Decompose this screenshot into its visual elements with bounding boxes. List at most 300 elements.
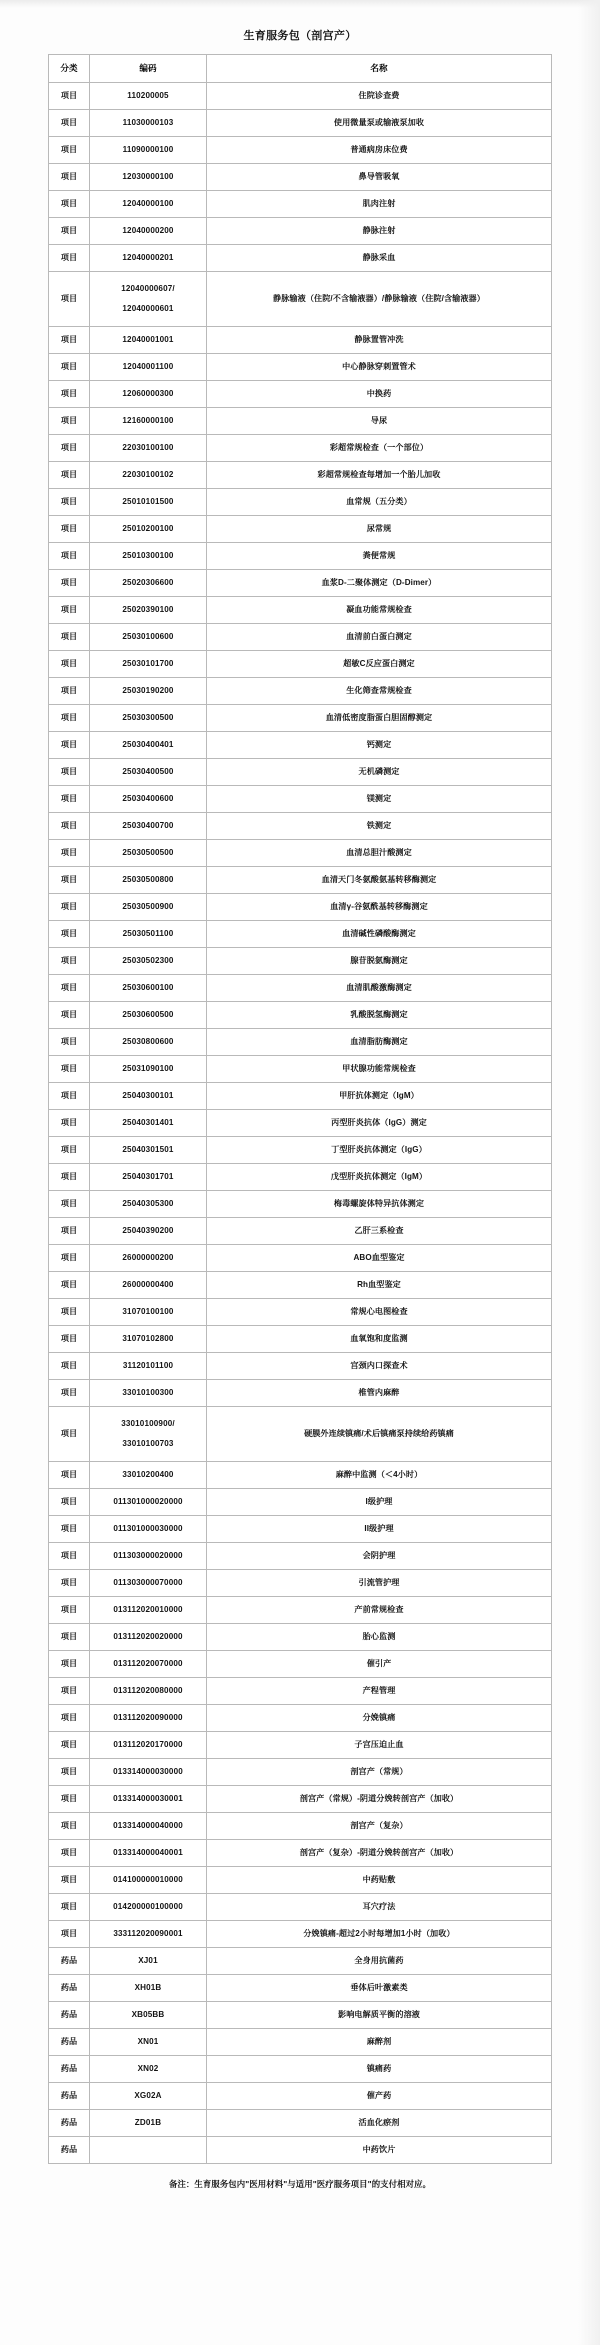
cell-code: 33010200400: [90, 1462, 207, 1489]
cell-category: 项目: [49, 1029, 90, 1056]
cell-code: ZD01B: [90, 2110, 207, 2137]
cell-name: 中药贴敷: [207, 1867, 552, 1894]
cell-code: 25031090100: [90, 1056, 207, 1083]
table-row: [49, 1462, 552, 1489]
cell-name: 丙型肝炎抗体（IgG）测定: [207, 1110, 552, 1137]
cell-code: 25030500900: [90, 894, 207, 921]
cell-name: 引流管护理: [207, 1570, 552, 1597]
table-row: [49, 1029, 552, 1056]
cell-code: 25030500800: [90, 867, 207, 894]
birth-service-package-table: [48, 54, 552, 2164]
cell-code: 25040301501: [90, 1137, 207, 1164]
cell-category: 项目: [49, 1462, 90, 1489]
table-row: [49, 624, 552, 651]
cell-name: 影响电解质平衡的溶液: [207, 2002, 552, 2029]
cell-code-line: 12040000601: [122, 304, 174, 313]
cell-name: 催产药: [207, 2083, 552, 2110]
cell-category: 项目: [49, 1245, 90, 1272]
cell-code-line: 33010100703: [122, 1439, 174, 1448]
table-row: [49, 1651, 552, 1678]
cell-code: 013314000040000: [90, 1813, 207, 1840]
table-row: [49, 245, 552, 272]
table-row: [49, 948, 552, 975]
cell-code: 013314000040001: [90, 1840, 207, 1867]
cell-category: 项目: [49, 83, 90, 110]
cell-name: 剖宫产（常规）-阴道分娩转剖宫产（加收）: [207, 1786, 552, 1813]
table-row: [49, 975, 552, 1002]
table-row: [49, 218, 552, 245]
cell-name: 麻醉中监测（＜4小时）: [207, 1462, 552, 1489]
cell-category: 项目: [49, 1110, 90, 1137]
table-row: [49, 1110, 552, 1137]
cell-name: 麻醉剂: [207, 2029, 552, 2056]
cell-name: 中药饮片: [207, 2137, 552, 2164]
cell-category: 项目: [49, 164, 90, 191]
cell-category: 项目: [49, 1624, 90, 1651]
cell-name: 静脉置管冲洗: [207, 327, 552, 354]
cell-category: 项目: [49, 354, 90, 381]
cell-name: 甲状腺功能常规检查: [207, 1056, 552, 1083]
table-row: [49, 1759, 552, 1786]
cell-name: 粪便常规: [207, 543, 552, 570]
table-row: [49, 1705, 552, 1732]
cell-code: 014100000010000: [90, 1867, 207, 1894]
cell-name: 血清碱性磷酸酶测定: [207, 921, 552, 948]
cell-category: 项目: [49, 813, 90, 840]
cell-code: 013112020010000: [90, 1597, 207, 1624]
cell-name: Rh血型鉴定: [207, 1272, 552, 1299]
cell-category: 项目: [49, 1786, 90, 1813]
cell-name: 血清总胆汁酸测定: [207, 840, 552, 867]
cell-category: 项目: [49, 624, 90, 651]
cell-code: 25040301701: [90, 1164, 207, 1191]
cell-name: 无机磷测定: [207, 759, 552, 786]
cell-name: 静脉输液（住院/不含输液器）/静脉输液（住院/含输液器）: [207, 272, 552, 327]
cell-category: 项目: [49, 1299, 90, 1326]
table-row: [49, 1975, 552, 2002]
table-row: [49, 867, 552, 894]
cell-name: 分娩镇痛-超过2小时每增加1小时（加收）: [207, 1921, 552, 1948]
table-row: [49, 1894, 552, 1921]
table-row: [49, 759, 552, 786]
table-row: [49, 1353, 552, 1380]
cell-code: 33010100300: [90, 1380, 207, 1407]
table-row: [49, 1272, 552, 1299]
table-row: [49, 840, 552, 867]
cell-code: 25030600500: [90, 1002, 207, 1029]
cell-code: 013112020090000: [90, 1705, 207, 1732]
cell-name: 丁型肝炎抗体测定（IgG）: [207, 1137, 552, 1164]
cell-category: 项目: [49, 678, 90, 705]
cell-category: 项目: [49, 110, 90, 137]
cell-category: 药品: [49, 2056, 90, 2083]
cell-name: 胎心监测: [207, 1624, 552, 1651]
cell-code: 12030000100: [90, 164, 207, 191]
cell-category: 药品: [49, 2083, 90, 2110]
table-row: [49, 327, 552, 354]
table-row: [49, 1056, 552, 1083]
cell-code: 011303000020000: [90, 1543, 207, 1570]
cell-code: 25030190200: [90, 678, 207, 705]
cell-code-line: 12040000607/: [121, 284, 175, 294]
table-row: [49, 2056, 552, 2083]
cell-name: 会阴护理: [207, 1543, 552, 1570]
cell-code: 25010101500: [90, 489, 207, 516]
cell-name: 镁测定: [207, 786, 552, 813]
cell-code: 25030300500: [90, 705, 207, 732]
column-header-name: 名称: [207, 55, 552, 83]
table-row: [49, 2083, 552, 2110]
cell-code: XB05BB: [90, 2002, 207, 2029]
cell-code: 12040000200: [90, 218, 207, 245]
cell-name: 分娩镇痛: [207, 1705, 552, 1732]
table-row: [49, 1083, 552, 1110]
cell-code: 011301000030000: [90, 1516, 207, 1543]
table-row: [49, 894, 552, 921]
cell-category: 项目: [49, 705, 90, 732]
table-body: [49, 83, 552, 2164]
cell-name: 钙测定: [207, 732, 552, 759]
cell-code: 25040301401: [90, 1110, 207, 1137]
cell-code: 25030600100: [90, 975, 207, 1002]
cell-category: 项目: [49, 218, 90, 245]
cell-code: 25040300101: [90, 1083, 207, 1110]
cell-name: 镇痛药: [207, 2056, 552, 2083]
cell-name: 凝血功能常规检查: [207, 597, 552, 624]
cell-name: 使用微量泵或输液泵加收: [207, 110, 552, 137]
cell-name: 椎管内麻醉: [207, 1380, 552, 1407]
table-row: [49, 651, 552, 678]
cell-code: [90, 1407, 207, 1462]
cell-name: 梅毒螺旋体特异抗体测定: [207, 1191, 552, 1218]
cell-code: 25010200100: [90, 516, 207, 543]
cell-code: 25030500500: [90, 840, 207, 867]
cell-name: 血氧饱和度监测: [207, 1326, 552, 1353]
cell-name: 彩超常规检查每增加一个胎儿加收: [207, 462, 552, 489]
table-row: [49, 705, 552, 732]
cell-category: 项目: [49, 1407, 90, 1462]
cell-category: 项目: [49, 1813, 90, 1840]
cell-category: 项目: [49, 894, 90, 921]
cell-category: 项目: [49, 1732, 90, 1759]
column-header-category: 分类: [49, 55, 90, 83]
cell-category: 项目: [49, 1056, 90, 1083]
table-row: [49, 137, 552, 164]
table-row: [49, 516, 552, 543]
cell-code: 25030400401: [90, 732, 207, 759]
cell-category: 项目: [49, 1867, 90, 1894]
cell-name: 彩超常规检查（一个部位）: [207, 435, 552, 462]
cell-category: 项目: [49, 759, 90, 786]
table-row: [49, 1164, 552, 1191]
cell-name: 腺苷脱氨酶测定: [207, 948, 552, 975]
cell-category: 项目: [49, 516, 90, 543]
table-row: [49, 732, 552, 759]
cell-name: 剖宫产（复杂）: [207, 1813, 552, 1840]
cell-name: 活血化瘀剂: [207, 2110, 552, 2137]
cell-name: 全身用抗菌药: [207, 1948, 552, 1975]
cell-name: 戊型肝炎抗体测定（IgM）: [207, 1164, 552, 1191]
cell-code: 12040001001: [90, 327, 207, 354]
page-title: 生育服务包（剖宫产）: [243, 30, 357, 42]
cell-name: 乳酸脱氢酶测定: [207, 1002, 552, 1029]
cell-name: 产前常规检查: [207, 1597, 552, 1624]
cell-code: 11030000103: [90, 110, 207, 137]
cell-category: 项目: [49, 1678, 90, 1705]
cell-category: 项目: [49, 786, 90, 813]
cell-name: 甲肝抗体测定（IgM）: [207, 1083, 552, 1110]
cell-category: 项目: [49, 1489, 90, 1516]
cell-name: 血清天门冬氨酸氨基转移酶测定: [207, 867, 552, 894]
cell-category: 项目: [49, 1705, 90, 1732]
cell-category: 项目: [49, 272, 90, 327]
column-header-code: 编码: [90, 55, 207, 83]
table-row: [49, 381, 552, 408]
table-row: [49, 543, 552, 570]
cell-name: 生化筛查常规检查: [207, 678, 552, 705]
table-row: [49, 191, 552, 218]
cell-name: 导尿: [207, 408, 552, 435]
cell-category: 项目: [49, 191, 90, 218]
table-row: [49, 489, 552, 516]
cell-category: 项目: [49, 1272, 90, 1299]
cell-category: 项目: [49, 732, 90, 759]
cell-category: 项目: [49, 1840, 90, 1867]
cell-name: 中换药: [207, 381, 552, 408]
table-row: [49, 2137, 552, 2164]
cell-name: 血清脂肪酶测定: [207, 1029, 552, 1056]
cell-category: 项目: [49, 1326, 90, 1353]
cell-name: 垂体后叶激素类: [207, 1975, 552, 2002]
cell-category: 项目: [49, 327, 90, 354]
cell-code: 12040000100: [90, 191, 207, 218]
cell-code: 013112020080000: [90, 1678, 207, 1705]
cell-category: 项目: [49, 1353, 90, 1380]
table-row: [49, 813, 552, 840]
table-row: [49, 1624, 552, 1651]
cell-category: 项目: [49, 1759, 90, 1786]
cell-name: 普通病房床位费: [207, 137, 552, 164]
cell-name: 静脉采血: [207, 245, 552, 272]
cell-category: 项目: [49, 1083, 90, 1110]
cell-code: 013314000030001: [90, 1786, 207, 1813]
cell-code: [90, 2137, 207, 2164]
table-row: [49, 678, 552, 705]
cell-code: 25030800600: [90, 1029, 207, 1056]
cell-code: 25030502300: [90, 948, 207, 975]
table-container: [0, 54, 600, 2164]
cell-name: I级护理: [207, 1489, 552, 1516]
cell-code: XJ01: [90, 1948, 207, 1975]
cell-code: 014200000100000: [90, 1894, 207, 1921]
cell-code: 333112020090001: [90, 1921, 207, 1948]
cell-category: 项目: [49, 1002, 90, 1029]
cell-code: 25030101700: [90, 651, 207, 678]
cell-category: 药品: [49, 2137, 90, 2164]
cell-category: 项目: [49, 1137, 90, 1164]
cell-category: 项目: [49, 1921, 90, 1948]
cell-name: 血清γ-谷氨酰基转移酶测定: [207, 894, 552, 921]
table-row: [49, 1191, 552, 1218]
cell-name: 宫颈内口探查术: [207, 1353, 552, 1380]
cell-code: XG02A: [90, 2083, 207, 2110]
cell-code: 25030400700: [90, 813, 207, 840]
cell-category: 项目: [49, 381, 90, 408]
table-row: [49, 1597, 552, 1624]
cell-code: XN02: [90, 2056, 207, 2083]
cell-code: 011303000070000: [90, 1570, 207, 1597]
table-row: [49, 1948, 552, 1975]
cell-code: 25020306600: [90, 570, 207, 597]
cell-name: 血清低密度脂蛋白胆固醇测定: [207, 705, 552, 732]
cell-category: 项目: [49, 840, 90, 867]
cell-code-line: 33010100900/: [121, 1419, 175, 1429]
cell-code: 31070100100: [90, 1299, 207, 1326]
cell-code: 26000000200: [90, 1245, 207, 1272]
cell-code: 25030501100: [90, 921, 207, 948]
cell-category: 药品: [49, 1948, 90, 1975]
cell-code: 013112020170000: [90, 1732, 207, 1759]
cell-code: 12040000201: [90, 245, 207, 272]
table-row: [49, 1678, 552, 1705]
cell-code: 12160000100: [90, 408, 207, 435]
table-row: [49, 272, 552, 327]
cell-category: 项目: [49, 1218, 90, 1245]
table-row: [49, 1840, 552, 1867]
table-row: [49, 408, 552, 435]
table-row: [49, 1543, 552, 1570]
cell-code: XN01: [90, 2029, 207, 2056]
cell-name: 乙肝三系检查: [207, 1218, 552, 1245]
cell-name: 中心静脉穿刺置管术: [207, 354, 552, 381]
cell-code: 25030400600: [90, 786, 207, 813]
cell-code: 31120101100: [90, 1353, 207, 1380]
table-header: [49, 55, 552, 83]
table-row: [49, 1407, 552, 1462]
cell-code: 25010300100: [90, 543, 207, 570]
cell-category: 项目: [49, 1570, 90, 1597]
cell-code: 25040390200: [90, 1218, 207, 1245]
table-row: [49, 1380, 552, 1407]
cell-code: 013112020070000: [90, 1651, 207, 1678]
cell-name: 血清前白蛋白测定: [207, 624, 552, 651]
cell-code: 26000000400: [90, 1272, 207, 1299]
cell-code: 011301000020000: [90, 1489, 207, 1516]
cell-code: 25020390100: [90, 597, 207, 624]
cell-category: 项目: [49, 651, 90, 678]
cell-name: 超敏C反应蛋白测定: [207, 651, 552, 678]
table-row: [49, 1570, 552, 1597]
table-row: [49, 1516, 552, 1543]
table-row: [49, 1921, 552, 1948]
cell-code: 013112020020000: [90, 1624, 207, 1651]
table-row: [49, 1867, 552, 1894]
cell-category: 项目: [49, 597, 90, 624]
table-row: [49, 570, 552, 597]
cell-category: 药品: [49, 1975, 90, 2002]
cell-name: 催引产: [207, 1651, 552, 1678]
cell-code: 25030100600: [90, 624, 207, 651]
cell-code: 22030100102: [90, 462, 207, 489]
table-row: [49, 1245, 552, 1272]
cell-name: 住院诊查费: [207, 83, 552, 110]
table-row: [49, 2002, 552, 2029]
table-row: [49, 1002, 552, 1029]
cell-code: 11090000100: [90, 137, 207, 164]
cell-name: 血清肌酸激酶测定: [207, 975, 552, 1002]
cell-category: 项目: [49, 1894, 90, 1921]
table-row: [49, 354, 552, 381]
cell-category: 项目: [49, 1597, 90, 1624]
cell-name: 硬膜外连续镇痛/术后镇痛泵持续给药镇痛: [207, 1407, 552, 1462]
table-row: [49, 1732, 552, 1759]
cell-category: 项目: [49, 543, 90, 570]
cell-name: 血常规（五分类）: [207, 489, 552, 516]
cell-category: 药品: [49, 2110, 90, 2137]
cell-category: 项目: [49, 1164, 90, 1191]
cell-name: 子宫压迫止血: [207, 1732, 552, 1759]
cell-name: 铁测定: [207, 813, 552, 840]
cell-name: 常规心电图检查: [207, 1299, 552, 1326]
cell-code: 013314000030000: [90, 1759, 207, 1786]
table-row: [49, 83, 552, 110]
table-row: [49, 1137, 552, 1164]
cell-name: 肌肉注射: [207, 191, 552, 218]
cell-name: 鼻导管吸氧: [207, 164, 552, 191]
cell-code: 110200005: [90, 83, 207, 110]
cell-category: 项目: [49, 921, 90, 948]
cell-code: 22030100100: [90, 435, 207, 462]
cell-category: 项目: [49, 462, 90, 489]
cell-category: 项目: [49, 1651, 90, 1678]
cell-category: 项目: [49, 1516, 90, 1543]
table-row: [49, 597, 552, 624]
table-row: [49, 2029, 552, 2056]
cell-category: 项目: [49, 867, 90, 894]
cell-category: 项目: [49, 408, 90, 435]
table-row: [49, 462, 552, 489]
table-row: [49, 1813, 552, 1840]
table-row: [49, 164, 552, 191]
footnote: 备注：生育服务包内"医用材料"与适用"医疗服务项目"的支付相对应。: [168, 2179, 432, 2189]
cell-name: 剖宫产（复杂）-阴道分娩转剖宫产（加收）: [207, 1840, 552, 1867]
cell-category: 项目: [49, 137, 90, 164]
table-row: [49, 2110, 552, 2137]
table-row: [49, 1786, 552, 1813]
cell-category: 项目: [49, 1380, 90, 1407]
table-row: [49, 786, 552, 813]
cell-name: II级护理: [207, 1516, 552, 1543]
cell-category: 项目: [49, 975, 90, 1002]
cell-category: 项目: [49, 948, 90, 975]
table-row: [49, 435, 552, 462]
table-row: [49, 1489, 552, 1516]
cell-category: 项目: [49, 435, 90, 462]
cell-category: 项目: [49, 1191, 90, 1218]
cell-name: 尿常规: [207, 516, 552, 543]
cell-name: 耳穴疗法: [207, 1894, 552, 1921]
cell-code: [90, 272, 207, 327]
cell-code: 12060000300: [90, 381, 207, 408]
cell-category: 项目: [49, 245, 90, 272]
table-header-row: [49, 55, 552, 83]
cell-code: 25040305300: [90, 1191, 207, 1218]
table-row: [49, 1299, 552, 1326]
table-row: [49, 110, 552, 137]
cell-name: 静脉注射: [207, 218, 552, 245]
cell-code: 25030400500: [90, 759, 207, 786]
cell-code: 12040001100: [90, 354, 207, 381]
